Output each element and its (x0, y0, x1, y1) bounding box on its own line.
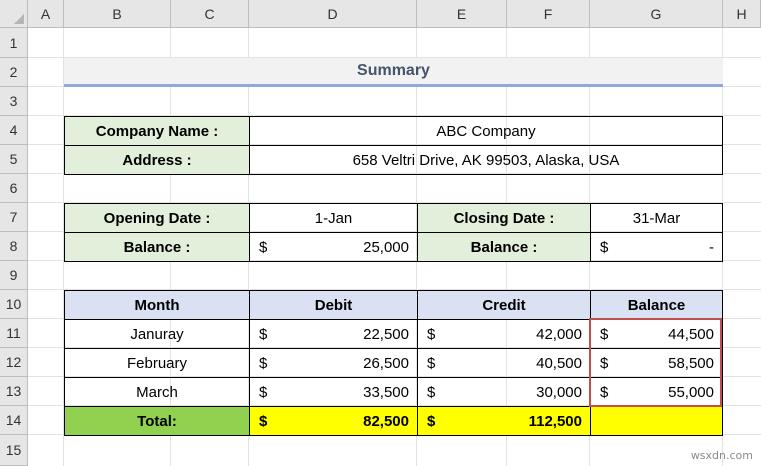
row-header-3[interactable]: 3 (0, 87, 28, 116)
table-row-credit[interactable] (417, 377, 591, 407)
summary-title[interactable]: Summary (64, 58, 723, 87)
table-row-debit[interactable] (249, 348, 418, 378)
currency-symbol: $ (427, 325, 436, 343)
row-header-1[interactable]: 1 (0, 28, 28, 58)
table-row-month[interactable]: February (64, 348, 250, 378)
column-header-h[interactable]: H (723, 0, 761, 28)
currency-symbol: $ (427, 383, 436, 401)
column-header-a[interactable]: A (28, 0, 64, 28)
column-header-f[interactable]: F (507, 0, 590, 28)
table-row-balance[interactable] (590, 377, 723, 407)
amount: 22,500 (363, 325, 409, 343)
column-header-g[interactable]: G (590, 0, 723, 28)
row-header-2[interactable]: 2 (0, 58, 28, 87)
currency-symbol: $ (259, 412, 268, 430)
opening-balance-label[interactable]: Balance : (64, 232, 250, 262)
closing-date-value[interactable]: 31-Mar (590, 203, 723, 233)
amount: 82,500 (363, 412, 409, 430)
row-header-12[interactable]: 12 (0, 348, 28, 377)
column-header-e[interactable]: E (417, 0, 507, 28)
table-row-balance[interactable] (590, 348, 723, 378)
table-header-balance[interactable]: Balance (590, 290, 723, 320)
select-all-corner[interactable] (0, 0, 28, 28)
company-name-label[interactable]: Company Name : (64, 116, 250, 146)
row-header-11[interactable]: 11 (0, 319, 28, 348)
column-header-c[interactable]: C (171, 0, 249, 28)
row-header-15[interactable]: 15 (0, 435, 28, 466)
amount: 25,000 (363, 238, 409, 256)
currency-symbol: $ (600, 238, 609, 256)
total-credit[interactable] (417, 406, 591, 436)
table-header-debit[interactable]: Debit (249, 290, 418, 320)
table-row-debit[interactable] (249, 377, 418, 407)
amount: 112,500 (528, 412, 582, 430)
opening-date-label[interactable]: Opening Date : (64, 203, 250, 233)
column-header-b[interactable]: B (64, 0, 171, 28)
row-header-9[interactable]: 9 (0, 261, 28, 290)
address-value[interactable]: 658 Veltri Drive, AK 99503, Alaska, USA (249, 145, 723, 175)
amount: 58,500 (668, 354, 714, 372)
row-header-13[interactable]: 13 (0, 377, 28, 406)
currency-symbol: $ (600, 325, 609, 343)
row-header-8[interactable]: 8 (0, 232, 28, 261)
row-header-5[interactable]: 5 (0, 145, 28, 174)
total-debit[interactable] (249, 406, 418, 436)
amount: 30,000 (536, 383, 582, 401)
address-label[interactable]: Address : (64, 145, 250, 175)
table-row-month[interactable]: Januray (64, 319, 250, 349)
watermark: wsxdn.com (690, 449, 753, 462)
row-header-7[interactable]: 7 (0, 203, 28, 232)
opening-balance-value[interactable] (249, 232, 418, 262)
company-name-value[interactable]: ABC Company (249, 116, 723, 146)
row-header-4[interactable]: 4 (0, 116, 28, 145)
amount: - (709, 238, 714, 256)
amount: 55,000 (668, 383, 714, 401)
amount: 40,500 (536, 354, 582, 372)
amount: 44,500 (668, 325, 714, 343)
column-header-d[interactable]: D (249, 0, 417, 28)
amount: 26,500 (363, 354, 409, 372)
currency-symbol: $ (259, 238, 268, 256)
currency-symbol: $ (427, 412, 436, 430)
total-label[interactable]: Total: (64, 406, 250, 436)
table-header-month[interactable]: Month (64, 290, 250, 320)
total-balance[interactable] (590, 406, 723, 436)
currency-symbol: $ (259, 383, 268, 401)
table-row-balance[interactable] (590, 319, 723, 349)
amount: 33,500 (363, 383, 409, 401)
row-header-14[interactable]: 14 (0, 406, 28, 435)
currency-symbol: $ (600, 354, 609, 372)
row-header-6[interactable]: 6 (0, 174, 28, 203)
table-row-debit[interactable] (249, 319, 418, 349)
table-row-credit[interactable] (417, 319, 591, 349)
opening-date-value[interactable]: 1-Jan (249, 203, 418, 233)
row-header-10[interactable]: 10 (0, 290, 28, 319)
table-row-month[interactable]: March (64, 377, 250, 407)
closing-balance-value[interactable] (590, 232, 723, 262)
closing-date-label[interactable]: Closing Date : (417, 203, 591, 233)
closing-balance-label[interactable]: Balance : (417, 232, 591, 262)
table-header-credit[interactable]: Credit (417, 290, 591, 320)
currency-symbol: $ (259, 354, 268, 372)
select-all-icon (14, 14, 24, 24)
currency-symbol: $ (259, 325, 268, 343)
amount: 42,000 (536, 325, 582, 343)
currency-symbol: $ (600, 383, 609, 401)
table-row-credit[interactable] (417, 348, 591, 378)
currency-symbol: $ (427, 354, 436, 372)
